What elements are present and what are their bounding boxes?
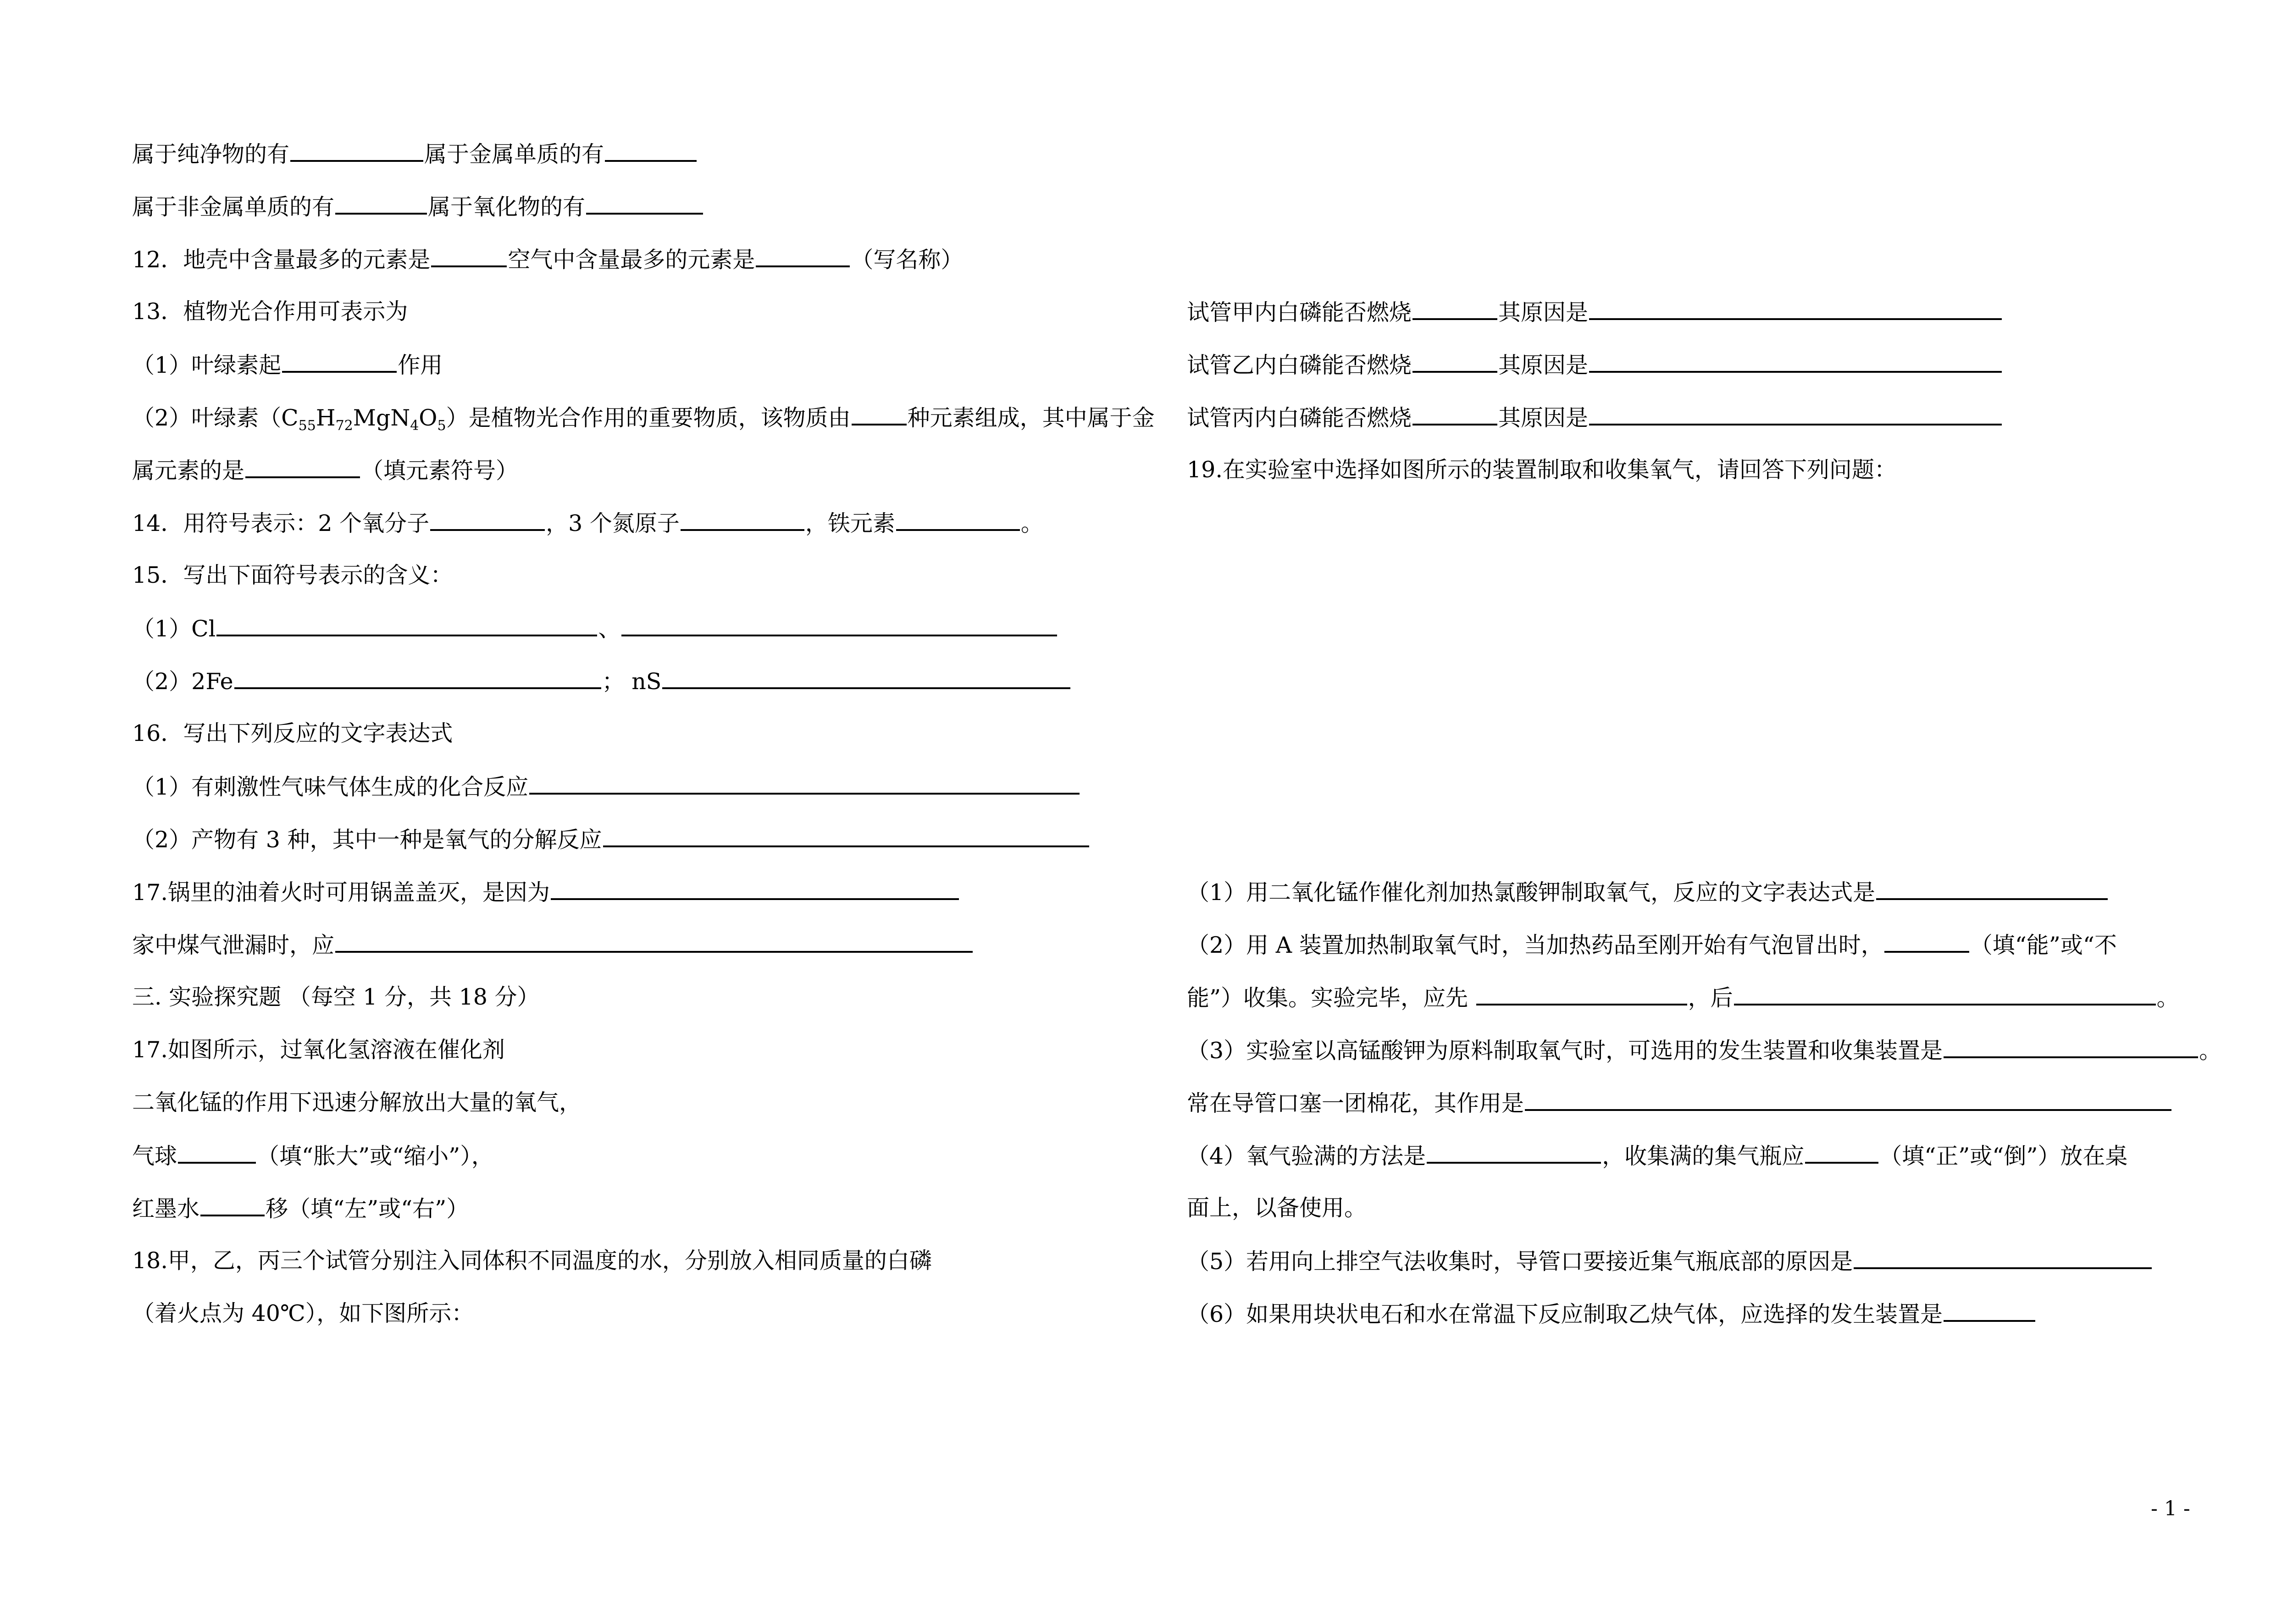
section-heading: 三. 实验探究题 （每空 1 分，共 18 分） <box>132 984 540 1010</box>
question-line: 面上，以备使用。 <box>1187 1195 1367 1221</box>
answer-blank[interactable] <box>1734 983 2156 1005</box>
answer-blank[interactable] <box>1525 1089 2171 1111</box>
answer-blank[interactable] <box>1944 1036 2198 1058</box>
answer-blank[interactable] <box>1412 351 1497 373</box>
question-line: 能”）收集。实验完毕，应先 ，后 。 <box>1187 983 2179 1011</box>
answer-blank[interactable] <box>551 878 959 900</box>
question-19: 19.在实验室中选择如图所示的装置制取和收集氧气，请回答下列问题： <box>1187 457 1897 483</box>
answer-blank[interactable] <box>1476 983 1687 1005</box>
question-line: （2）叶绿素$(C_{55}H_{72}MgN_4O_5)$是植物光合作用的重要物质，该物质由 种元素组成，其中属于金 <box>132 403 1155 431</box>
answer-blank[interactable] <box>1412 403 1497 425</box>
question-line: （6）如果用块状电石和水在常温下反应制取乙炔气体，应选择的发生装置是 <box>1187 1300 2036 1327</box>
answer-blank[interactable] <box>1589 403 2002 425</box>
answer-blank[interactable] <box>245 456 360 478</box>
question-line: （4）氧气验满的方法是 ，收集满的集气瓶应 （填“正”或“倒”）放在桌 <box>1187 1142 2127 1169</box>
question-line: （2）产物有 3 种，其中一种是氧气的分解反应 <box>132 825 1090 853</box>
answer-blank[interactable] <box>1854 1247 2152 1269</box>
question-14: 14．用符号表示：2 个氧分子 ，3 个氮原子 ，铁元素 。 <box>132 509 1043 536</box>
question-line: 试管乙内白磷能否燃烧 其原因是 <box>1187 351 2003 378</box>
question-line: （1）有刺激性气味气体生成的化合反应 <box>132 773 1080 800</box>
question-line: 红墨水 移（填“左”或“右”） <box>132 1194 469 1222</box>
question-12: 12．地壳中含量最多的元素是 空气中含量最多的元素是 （写名称） <box>132 245 963 273</box>
answer-blank[interactable] <box>586 193 703 215</box>
answer-blank[interactable] <box>431 245 507 267</box>
question-16: 16．写出下列反应的文字表达式 <box>132 720 453 746</box>
question-line: 家中煤气泄漏时，应 <box>132 931 974 958</box>
question-line: 试管丙内白磷能否燃烧 其原因是 <box>1187 403 2003 431</box>
answer-blank[interactable] <box>756 245 850 267</box>
question-line: （2）2Fe ； nS <box>132 667 1071 695</box>
question-line: （1）用二氧化锰作催化剂加热氯酸钾制取氧气，反应的文字表达式是 <box>1187 878 2109 906</box>
question-line: （1）叶绿素起 作用 <box>132 351 443 378</box>
question-line: （3）实验室以高锰酸钾为原料制取氧气时，可选用的发生装置和收集装置是 。 <box>1187 1036 2221 1064</box>
question-line: （1）Cl 、 <box>132 614 1058 642</box>
answer-blank[interactable] <box>430 509 545 531</box>
answer-blank[interactable] <box>852 403 907 425</box>
answer-blank[interactable] <box>603 825 1089 847</box>
answer-blank[interactable] <box>662 667 1070 689</box>
answer-blank[interactable] <box>1589 298 2002 320</box>
answer-blank[interactable] <box>1876 878 2108 900</box>
answer-blank[interactable] <box>216 614 597 636</box>
answer-blank[interactable] <box>681 509 804 531</box>
answer-blank[interactable] <box>1805 1142 1878 1164</box>
question-line: （2）用 A 装置加热制取氧气时，当加热药品至刚开始有气泡冒出时， （填“能”或“不 <box>1187 931 2117 958</box>
question-line: （着火点为 40℃），如下图所示： <box>132 1300 474 1326</box>
question-line: 二氧化锰的作用下迅速分解放出大量的氧气， <box>132 1089 582 1116</box>
question-line: 属于非金属单质的有 属于氧化物的有 <box>132 193 704 220</box>
question-line: 气球 （填“胀大”或“缩小”）， <box>132 1142 494 1169</box>
question-line: 试管甲内白磷能否燃烧 其原因是 <box>1187 298 2003 326</box>
answer-blank[interactable] <box>1884 931 1969 953</box>
page-number: - 1 - <box>2151 1497 2190 1520</box>
question-13: 13．植物光合作用可表示为 <box>132 298 408 325</box>
question-17b: 17.如图所示，过氧化氢溶液在催化剂 <box>132 1037 505 1063</box>
answer-blank[interactable] <box>234 667 601 689</box>
answer-blank[interactable] <box>200 1194 265 1216</box>
answer-blank[interactable] <box>529 773 1080 795</box>
question-line: 属元素的是 （填元素符号） <box>132 456 518 484</box>
answer-blank[interactable] <box>290 140 423 162</box>
answer-blank[interactable] <box>1412 298 1497 320</box>
answer-blank[interactable] <box>621 614 1057 636</box>
question-17a: 17.锅里的油着火时可用锅盖盖灭，是因为 <box>132 878 960 906</box>
answer-blank[interactable] <box>605 140 697 162</box>
answer-blank[interactable] <box>1427 1142 1601 1164</box>
answer-blank[interactable] <box>1944 1300 2035 1322</box>
answer-blank[interactable] <box>896 509 1020 531</box>
answer-blank[interactable] <box>335 931 973 953</box>
answer-blank[interactable] <box>178 1142 256 1164</box>
answer-blank[interactable] <box>1589 351 2002 373</box>
question-15: 15．写出下面符号表示的含义： <box>132 562 453 588</box>
question-line: 常在导管口塞一团棉花，其作用是 <box>1187 1089 2172 1116</box>
question-line: （5）若用向上排空气法收集时，导管口要接近集气瓶底部的原因是 <box>1187 1247 2153 1275</box>
answer-blank[interactable] <box>282 351 397 373</box>
question-18: 18.甲，乙，丙三个试管分别注入同体积不同温度的水，分别放入相同质量的白磷 <box>132 1248 932 1274</box>
answer-blank[interactable] <box>335 193 427 215</box>
question-line: 属于纯净物的有 属于金属单质的有 <box>132 140 698 167</box>
